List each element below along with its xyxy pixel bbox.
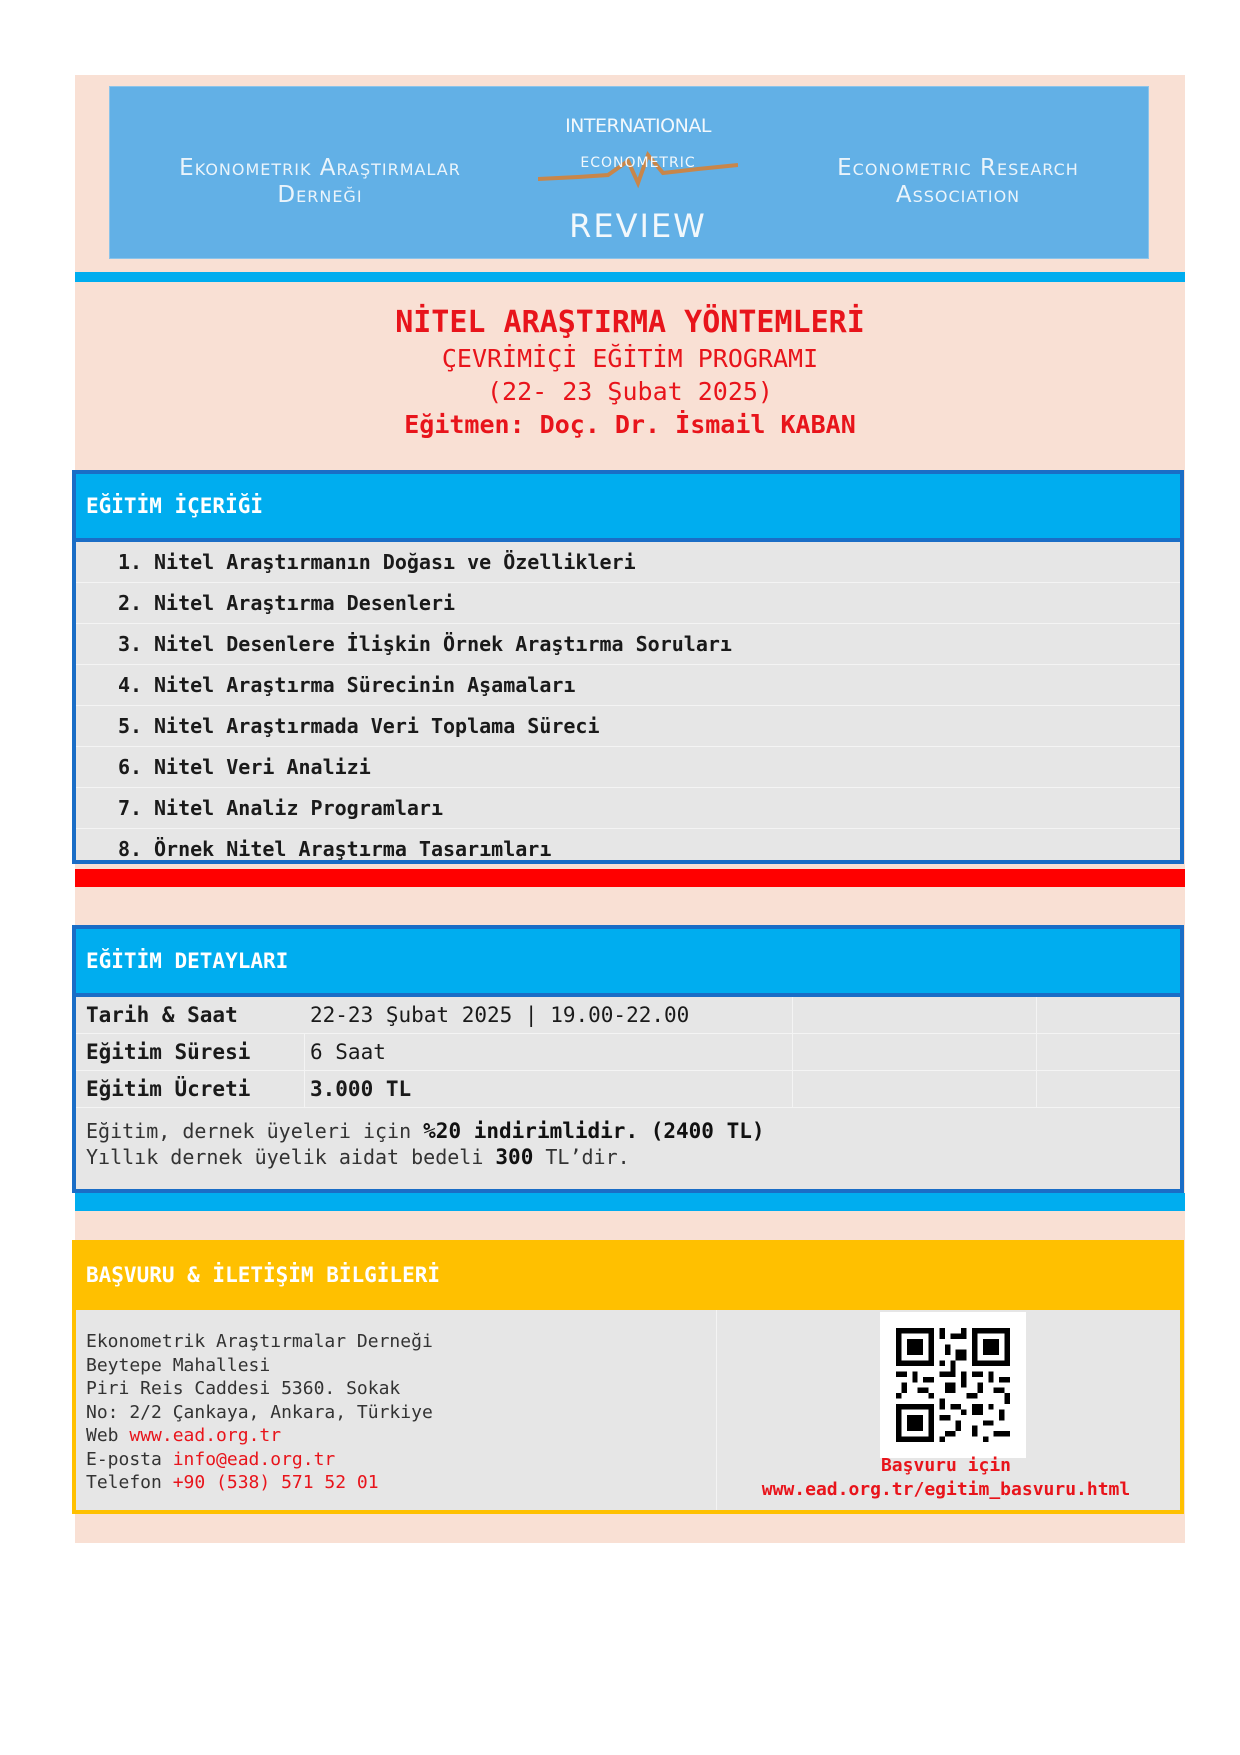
list-item <box>76 624 1180 665</box>
logo-text-econometric: ECONOMETRIC <box>580 155 696 171</box>
association-name-en-line2: Association <box>895 182 1021 208</box>
page-title: NİTEL ARAŞTIRMA YÖNTEMLERİ <box>395 305 865 340</box>
qr-code[interactable] <box>880 1312 1026 1458</box>
list-item-text: Nitel Araştırmada Veri Toplama Süreci <box>154 714 600 738</box>
phone-label: Telefon <box>86 1472 173 1493</box>
email-link[interactable]: info@ead.org.tr <box>172 1448 336 1470</box>
list-item-text: Nitel Araştırma Desenleri <box>154 591 456 615</box>
list-item-text: Nitel Araştırmanın Doğası ve Özellikleri <box>154 550 636 574</box>
list-item-text: Nitel Araştırma Sürecinin Aşamaları <box>154 673 576 697</box>
content-list <box>76 542 1180 869</box>
web-label: Web <box>86 1425 130 1446</box>
list-item <box>76 747 1180 788</box>
divider-bar-red <box>75 869 1185 887</box>
list-item <box>76 706 1180 747</box>
contact-section <box>72 1240 1184 1514</box>
list-item <box>76 583 1180 624</box>
instructor-name: Eğitmen: Doç. Dr. İsmail KABAN <box>404 410 856 439</box>
list-item-number: 3. <box>118 632 143 656</box>
list-item <box>76 788 1180 829</box>
contact-address-line1: Beytepe Mahallesi <box>86 1354 271 1376</box>
list-item <box>76 665 1180 706</box>
list-item-number: 2. <box>118 591 143 615</box>
title-block <box>75 304 1185 442</box>
detail-row-date <box>76 997 1180 1034</box>
discount-note-text: Eğitim, dernek üyeleri için <box>86 1119 424 1143</box>
list-item-text: Nitel Analiz Programları <box>154 796 443 820</box>
divider-bar-blue <box>75 272 1185 282</box>
contact-info <box>86 1330 433 1495</box>
association-name-tr <box>150 155 490 209</box>
list-item-text: Nitel Desenlere İlişkin Örnek Araştırma Soruları <box>154 632 732 656</box>
list-item <box>76 829 1180 869</box>
list-item-number: 8. <box>118 837 143 861</box>
contact-org: Ekonometrik Araştırmalar Derneği <box>86 1331 433 1352</box>
detail-label: Eğitim Ücreti <box>86 1077 251 1101</box>
content-section-heading: EĞİTİM İÇERİĞİ <box>76 474 1180 542</box>
list-item-number: 1. <box>118 550 143 574</box>
detail-label: Eğitim Süresi <box>86 1040 251 1064</box>
list-item-number: 7. <box>118 796 143 820</box>
program-dates: (22- 23 Şubat 2025) <box>487 377 773 406</box>
details-section-heading: EĞİTİM DETAYLARI <box>76 929 1180 997</box>
association-name-tr-line2: Derneği <box>277 182 363 208</box>
association-name-en <box>808 155 1108 209</box>
detail-value: 3.000 TL <box>310 1077 412 1101</box>
details-section <box>72 925 1184 1193</box>
association-name-tr-line1: Ekonometrik Araştırmalar <box>179 155 461 181</box>
contact-address-line2: Piri Reis Caddesi 5360. Sokak <box>86 1378 401 1399</box>
detail-label: Tarih & Saat <box>86 1003 238 1027</box>
content-section <box>72 470 1184 864</box>
apply-label: Başvuru için <box>880 1455 1012 1476</box>
email-label: E-posta <box>86 1448 173 1470</box>
detail-row-fee <box>76 1071 1180 1108</box>
apply-info <box>736 1454 1156 1502</box>
logo-text-review: REVIEW <box>569 207 707 245</box>
apply-link[interactable]: www.ead.org.tr/egitim_basvuru.html <box>761 1479 1131 1500</box>
association-name-en-line1: Econometric Research <box>837 155 1079 181</box>
contact-address-line3: No: 2/2 Çankaya, Ankara, Türkiye <box>86 1401 433 1423</box>
discount-note-bold: %20 indirimlidir. (2400 TL) <box>423 1119 765 1143</box>
list-item-number: 5. <box>118 714 143 738</box>
international-econometric-review-logo <box>538 105 738 245</box>
membership-fee-amount: 300 <box>495 1145 534 1169</box>
divider-bar-blue <box>75 1193 1185 1211</box>
detail-value: 6 Saat <box>310 1040 386 1064</box>
list-item <box>76 542 1180 583</box>
web-link[interactable]: www.ead.org.tr <box>129 1425 282 1446</box>
list-item-text: Örnek Nitel Araştırma Tasarımları <box>154 837 552 861</box>
list-item-number: 6. <box>118 755 143 779</box>
discount-note <box>76 1108 1180 1184</box>
header-banner <box>109 86 1149 259</box>
logo-text-international: INTERNATIONAL <box>565 115 711 137</box>
phone-link[interactable]: +90 (538) 571 52 01 <box>172 1472 379 1493</box>
qr-code-icon <box>896 1328 1010 1442</box>
page-subtitle: ÇEVRİMİÇİ EĞİTİM PROGRAMI <box>441 344 819 373</box>
membership-note-text: Yıllık dernek üyelik aidat bedeli <box>86 1145 496 1169</box>
detail-value: 22-23 Şubat 2025 | 19.00-22.00 <box>310 1003 690 1027</box>
contact-section-heading: BAŞVURU & İLETİŞİM BİLGİLERİ <box>76 1244 1180 1310</box>
membership-note-suffix: TL’dir. <box>533 1145 630 1169</box>
list-item-text: Nitel Veri Analizi <box>154 755 371 779</box>
list-item-number: 4. <box>118 673 143 697</box>
detail-row-duration <box>76 1034 1180 1071</box>
